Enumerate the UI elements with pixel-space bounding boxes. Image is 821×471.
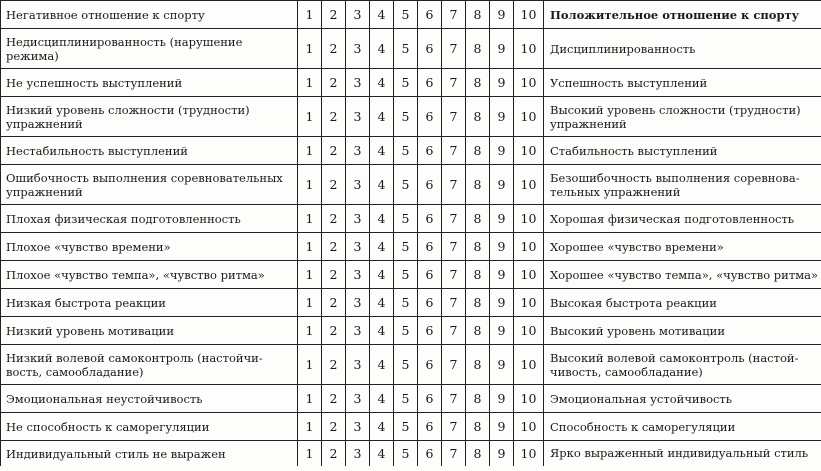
score-cell-8[interactable]: 8 bbox=[466, 317, 490, 345]
score-cell-7[interactable]: 7 bbox=[442, 1, 466, 29]
score-cell-2[interactable]: 2 bbox=[322, 345, 346, 385]
score-cell-5[interactable]: 5 bbox=[394, 1, 418, 29]
score-cell-2[interactable]: 2 bbox=[322, 441, 346, 466]
table-row bbox=[1, 441, 821, 466]
score-cell-2[interactable]: 2 bbox=[322, 29, 346, 69]
score-cell-6[interactable]: 6 bbox=[418, 441, 442, 466]
score-cell-2[interactable]: 2 bbox=[322, 165, 346, 205]
score-cell-10[interactable]: 10 bbox=[514, 289, 544, 317]
score-cell-2[interactable]: 2 bbox=[322, 261, 346, 289]
score-cell-7[interactable]: 7 bbox=[442, 165, 466, 205]
score-cell-9[interactable]: 9 bbox=[490, 385, 514, 413]
score-cell-6[interactable]: 6 bbox=[418, 233, 442, 261]
score-cell-6[interactable]: 6 bbox=[418, 69, 442, 97]
positive-trait-label: Хорошая физическая подготовленность bbox=[550, 211, 795, 226]
score-cell-2[interactable]: 2 bbox=[322, 233, 346, 261]
score-cell-4[interactable]: 4 bbox=[370, 1, 394, 29]
score-cell-1[interactable]: 1 bbox=[298, 413, 322, 441]
score-cell-10[interactable]: 10 bbox=[514, 205, 544, 233]
score-cell-10[interactable]: 10 bbox=[514, 261, 544, 289]
negative-trait: Низкая быстрота реакции bbox=[1, 289, 298, 317]
score-cell-9[interactable]: 9 bbox=[490, 69, 514, 97]
table-row bbox=[1, 137, 821, 165]
table-row bbox=[1, 165, 821, 205]
score-cell-8[interactable]: 8 bbox=[466, 29, 490, 69]
score-cell-6[interactable]: 6 bbox=[418, 137, 442, 165]
score-cell-1[interactable]: 1 bbox=[298, 205, 322, 233]
score-cell-7[interactable]: 7 bbox=[442, 441, 466, 466]
score-cell-7[interactable]: 7 bbox=[442, 69, 466, 97]
score-cell-7[interactable]: 7 bbox=[442, 413, 466, 441]
score-cell-10[interactable]: 10 bbox=[514, 29, 544, 69]
score-cell-8[interactable]: 8 bbox=[466, 385, 490, 413]
positive-trait bbox=[544, 29, 821, 69]
score-cell-1[interactable]: 1 bbox=[298, 97, 322, 137]
score-cell-1[interactable]: 1 bbox=[298, 345, 322, 385]
score-cell-4[interactable]: 4 bbox=[370, 289, 394, 317]
score-cell-1[interactable]: 1 bbox=[298, 1, 322, 29]
score-cell-8[interactable]: 8 bbox=[466, 441, 490, 466]
positive-trait-label: Успешность выступлений bbox=[550, 75, 708, 90]
table-row bbox=[1, 345, 821, 385]
score-cell-8[interactable]: 8 bbox=[466, 69, 490, 97]
negative-trait: Низкий уровень мотивации bbox=[1, 317, 298, 345]
table-body bbox=[1, 1, 821, 466]
score-cell-3[interactable]: 3 bbox=[346, 317, 370, 345]
score-cell-1[interactable]: 1 bbox=[298, 69, 322, 97]
score-cell-3[interactable]: 3 bbox=[346, 345, 370, 385]
negative-trait: Негативное отношение к спорту bbox=[1, 1, 298, 29]
score-cell-5[interactable]: 5 bbox=[394, 261, 418, 289]
positive-trait-label: Эмоциональная устойчивость bbox=[550, 391, 733, 406]
positive-trait-label: Положительное отношение к спорту bbox=[550, 7, 799, 22]
negative-trait: Индивидуальный стиль не выражен bbox=[1, 441, 298, 466]
table-row-header bbox=[1, 1, 821, 29]
score-cell-6[interactable]: 6 bbox=[418, 1, 442, 29]
score-cell-7[interactable]: 7 bbox=[442, 261, 466, 289]
score-cell-10[interactable]: 10 bbox=[514, 385, 544, 413]
score-cell-4[interactable]: 4 bbox=[370, 97, 394, 137]
score-cell-10[interactable]: 10 bbox=[514, 345, 544, 385]
score-cell-9[interactable]: 9 bbox=[490, 441, 514, 466]
score-cell-7[interactable]: 7 bbox=[442, 385, 466, 413]
negative-trait: Плохая физическая подготовленность bbox=[1, 205, 298, 233]
score-cell-8[interactable]: 8 bbox=[466, 165, 490, 205]
score-cell-6[interactable]: 6 bbox=[418, 205, 442, 233]
negative-trait: Ошибочность выполнения соревновательных упражнений bbox=[1, 165, 298, 205]
score-cell-9[interactable]: 9 bbox=[490, 165, 514, 205]
score-cell-4[interactable]: 4 bbox=[370, 165, 394, 205]
score-cell-3[interactable]: 3 bbox=[346, 165, 370, 205]
score-cell-3[interactable]: 3 bbox=[346, 1, 370, 29]
negative-trait: Не успешность выступлений bbox=[1, 69, 298, 97]
score-cell-4[interactable]: 4 bbox=[370, 69, 394, 97]
score-cell-5[interactable]: 5 bbox=[394, 317, 418, 345]
score-cell-4[interactable]: 4 bbox=[370, 413, 394, 441]
score-cell-2[interactable]: 2 bbox=[322, 97, 346, 137]
score-cell-5[interactable]: 5 bbox=[394, 413, 418, 441]
positive-trait-label: Высокий волевой самоконтроль (настой-чивость, самообладание) bbox=[550, 350, 799, 379]
score-cell-1[interactable]: 1 bbox=[298, 317, 322, 345]
table-row bbox=[1, 289, 821, 317]
score-cell-10[interactable]: 10 bbox=[514, 165, 544, 205]
score-cell-3[interactable]: 3 bbox=[346, 205, 370, 233]
score-cell-3[interactable]: 3 bbox=[346, 233, 370, 261]
score-cell-3[interactable]: 3 bbox=[346, 261, 370, 289]
score-cell-8[interactable]: 8 bbox=[466, 97, 490, 137]
positive-trait-label: Хорошее «чувство темпа», «чувство ритма» bbox=[550, 267, 819, 282]
score-cell-8[interactable]: 8 bbox=[466, 413, 490, 441]
score-cell-4[interactable]: 4 bbox=[370, 441, 394, 466]
score-cell-4[interactable]: 4 bbox=[370, 205, 394, 233]
positive-trait-label: Способность к саморегуляции bbox=[550, 419, 736, 434]
negative-trait: Эмоциональная неустойчивость bbox=[1, 385, 298, 413]
score-cell-6[interactable]: 6 bbox=[418, 317, 442, 345]
score-cell-1[interactable]: 1 bbox=[298, 29, 322, 69]
score-cell-7[interactable]: 7 bbox=[442, 137, 466, 165]
score-cell-3[interactable]: 3 bbox=[346, 97, 370, 137]
score-cell-3[interactable]: 3 bbox=[346, 69, 370, 97]
score-cell-5[interactable]: 5 bbox=[394, 441, 418, 466]
negative-trait: Низкий волевой самоконтроль (настойчи-вость, самообладание) bbox=[1, 345, 298, 385]
score-cell-2[interactable]: 2 bbox=[322, 69, 346, 97]
positive-trait bbox=[544, 69, 821, 97]
score-cell-6[interactable]: 6 bbox=[418, 413, 442, 441]
score-cell-9[interactable]: 9 bbox=[490, 205, 514, 233]
score-cell-4[interactable]: 4 bbox=[370, 317, 394, 345]
positive-trait-label: Ярко выраженный индивидуальный стиль bbox=[550, 446, 809, 461]
score-cell-8[interactable]: 8 bbox=[466, 137, 490, 165]
score-cell-5[interactable]: 5 bbox=[394, 233, 418, 261]
score-cell-2[interactable]: 2 bbox=[322, 1, 346, 29]
table-row bbox=[1, 385, 821, 413]
score-cell-4[interactable]: 4 bbox=[370, 29, 394, 69]
score-cell-1[interactable]: 1 bbox=[298, 233, 322, 261]
score-cell-8[interactable]: 8 bbox=[466, 345, 490, 385]
negative-trait: Недисциплинированность (нарушение режима) bbox=[1, 29, 298, 69]
score-cell-3[interactable]: 3 bbox=[346, 29, 370, 69]
score-cell-3[interactable]: 3 bbox=[346, 441, 370, 466]
score-cell-3[interactable]: 3 bbox=[346, 289, 370, 317]
score-cell-3[interactable]: 3 bbox=[346, 137, 370, 165]
table-row bbox=[1, 317, 821, 345]
score-cell-5[interactable]: 5 bbox=[394, 289, 418, 317]
positive-trait-label: Дисциплинированность bbox=[550, 41, 696, 56]
score-cell-5[interactable]: 5 bbox=[394, 205, 418, 233]
score-cell-10[interactable]: 10 bbox=[514, 233, 544, 261]
score-cell-1[interactable]: 1 bbox=[298, 261, 322, 289]
negative-trait: Плохое «чувство темпа», «чувство ритма» bbox=[1, 261, 298, 289]
score-cell-7[interactable]: 7 bbox=[442, 97, 466, 137]
score-cell-5[interactable]: 5 bbox=[394, 345, 418, 385]
score-cell-9[interactable]: 9 bbox=[490, 137, 514, 165]
score-cell-5[interactable]: 5 bbox=[394, 29, 418, 69]
score-cell-1[interactable]: 1 bbox=[298, 289, 322, 317]
score-cell-9[interactable]: 9 bbox=[490, 261, 514, 289]
positive-trait bbox=[544, 345, 821, 385]
score-cell-5[interactable]: 5 bbox=[394, 385, 418, 413]
score-cell-8[interactable]: 8 bbox=[466, 289, 490, 317]
positive-trait bbox=[544, 317, 821, 345]
score-cell-10[interactable]: 10 bbox=[514, 97, 544, 137]
score-cell-9[interactable]: 9 bbox=[490, 413, 514, 441]
positive-trait bbox=[544, 385, 821, 413]
score-cell-7[interactable]: 7 bbox=[442, 29, 466, 69]
table-row bbox=[1, 29, 821, 69]
score-cell-4[interactable]: 4 bbox=[370, 261, 394, 289]
score-cell-1[interactable]: 1 bbox=[298, 441, 322, 466]
table-row bbox=[1, 69, 821, 97]
score-cell-2[interactable]: 2 bbox=[322, 137, 346, 165]
positive-trait-label: Высокий уровень сложности (трудности) упражнений bbox=[550, 102, 801, 131]
table-row bbox=[1, 233, 821, 261]
score-cell-9[interactable]: 9 bbox=[490, 233, 514, 261]
score-cell-3[interactable]: 3 bbox=[346, 385, 370, 413]
positive-trait bbox=[544, 137, 821, 165]
score-cell-7[interactable]: 7 bbox=[442, 317, 466, 345]
score-cell-2[interactable]: 2 bbox=[322, 289, 346, 317]
score-cell-5[interactable]: 5 bbox=[394, 165, 418, 205]
score-cell-1[interactable]: 1 bbox=[298, 165, 322, 205]
negative-trait: Плохое «чувство времени» bbox=[1, 233, 298, 261]
score-cell-10[interactable]: 10 bbox=[514, 317, 544, 345]
score-cell-7[interactable]: 7 bbox=[442, 345, 466, 385]
positive-trait-label: Высокая быстрота реакции bbox=[550, 295, 717, 310]
score-cell-10[interactable]: 10 bbox=[514, 441, 544, 466]
score-cell-8[interactable]: 8 bbox=[466, 1, 490, 29]
score-cell-4[interactable]: 4 bbox=[370, 385, 394, 413]
score-cell-10[interactable]: 10 bbox=[514, 413, 544, 441]
score-cell-4[interactable]: 4 bbox=[370, 233, 394, 261]
table-row bbox=[1, 205, 821, 233]
score-cell-9[interactable]: 9 bbox=[490, 345, 514, 385]
score-cell-9[interactable]: 9 bbox=[490, 317, 514, 345]
score-cell-5[interactable]: 5 bbox=[394, 137, 418, 165]
positive-trait-label: Хорошее «чувство времени» bbox=[550, 239, 724, 254]
positive-trait-label: Стабильность выступлений bbox=[550, 143, 718, 158]
score-cell-1[interactable]: 1 bbox=[298, 385, 322, 413]
positive-trait-label: Безошибочность выполнения соревнова-тельных упражнений bbox=[550, 170, 800, 199]
positive-trait bbox=[544, 289, 821, 317]
table-row bbox=[1, 261, 821, 289]
score-cell-7[interactable]: 7 bbox=[442, 289, 466, 317]
score-cell-6[interactable]: 6 bbox=[418, 345, 442, 385]
negative-trait: Низкий уровень сложности (трудности) упражнений bbox=[1, 97, 298, 137]
score-cell-2[interactable]: 2 bbox=[322, 385, 346, 413]
score-cell-3[interactable]: 3 bbox=[346, 413, 370, 441]
positive-trait bbox=[544, 261, 821, 289]
score-cell-6[interactable]: 6 bbox=[418, 385, 442, 413]
score-cell-6[interactable]: 6 bbox=[418, 165, 442, 205]
score-cell-10[interactable]: 10 bbox=[514, 69, 544, 97]
score-cell-7[interactable]: 7 bbox=[442, 205, 466, 233]
score-cell-9[interactable]: 9 bbox=[490, 1, 514, 29]
score-cell-8[interactable]: 8 bbox=[466, 261, 490, 289]
score-cell-9[interactable]: 9 bbox=[490, 97, 514, 137]
negative-trait: Не способность к саморегуляции bbox=[1, 413, 298, 441]
positive-trait bbox=[544, 165, 821, 205]
score-cell-10[interactable]: 10 bbox=[514, 1, 544, 29]
score-cell-9[interactable]: 9 bbox=[490, 29, 514, 69]
positive-trait-label: Высокий уровень мотивации bbox=[550, 323, 726, 338]
score-cell-6[interactable]: 6 bbox=[418, 289, 442, 317]
score-cell-2[interactable]: 2 bbox=[322, 205, 346, 233]
score-cell-10[interactable]: 10 bbox=[514, 137, 544, 165]
negative-trait: Нестабильность выступлений bbox=[1, 137, 298, 165]
score-cell-6[interactable]: 6 bbox=[418, 29, 442, 69]
score-cell-2[interactable]: 2 bbox=[322, 317, 346, 345]
score-cell-9[interactable]: 9 bbox=[490, 289, 514, 317]
positive-trait bbox=[544, 233, 821, 261]
positive-trait bbox=[544, 205, 821, 233]
score-cell-7[interactable]: 7 bbox=[442, 233, 466, 261]
score-cell-8[interactable]: 8 bbox=[466, 205, 490, 233]
positive-trait bbox=[544, 1, 821, 29]
table-row bbox=[1, 413, 821, 441]
score-cell-5[interactable]: 5 bbox=[394, 97, 418, 137]
positive-trait bbox=[544, 97, 821, 137]
positive-trait bbox=[544, 441, 821, 466]
score-cell-4[interactable]: 4 bbox=[370, 137, 394, 165]
positive-trait bbox=[544, 413, 821, 441]
score-cell-2[interactable]: 2 bbox=[322, 413, 346, 441]
score-cell-8[interactable]: 8 bbox=[466, 233, 490, 261]
score-cell-4[interactable]: 4 bbox=[370, 345, 394, 385]
score-cell-6[interactable]: 6 bbox=[418, 97, 442, 137]
table-row bbox=[1, 97, 821, 137]
score-cell-6[interactable]: 6 bbox=[418, 261, 442, 289]
score-cell-5[interactable]: 5 bbox=[394, 69, 418, 97]
score-cell-1[interactable]: 1 bbox=[298, 137, 322, 165]
